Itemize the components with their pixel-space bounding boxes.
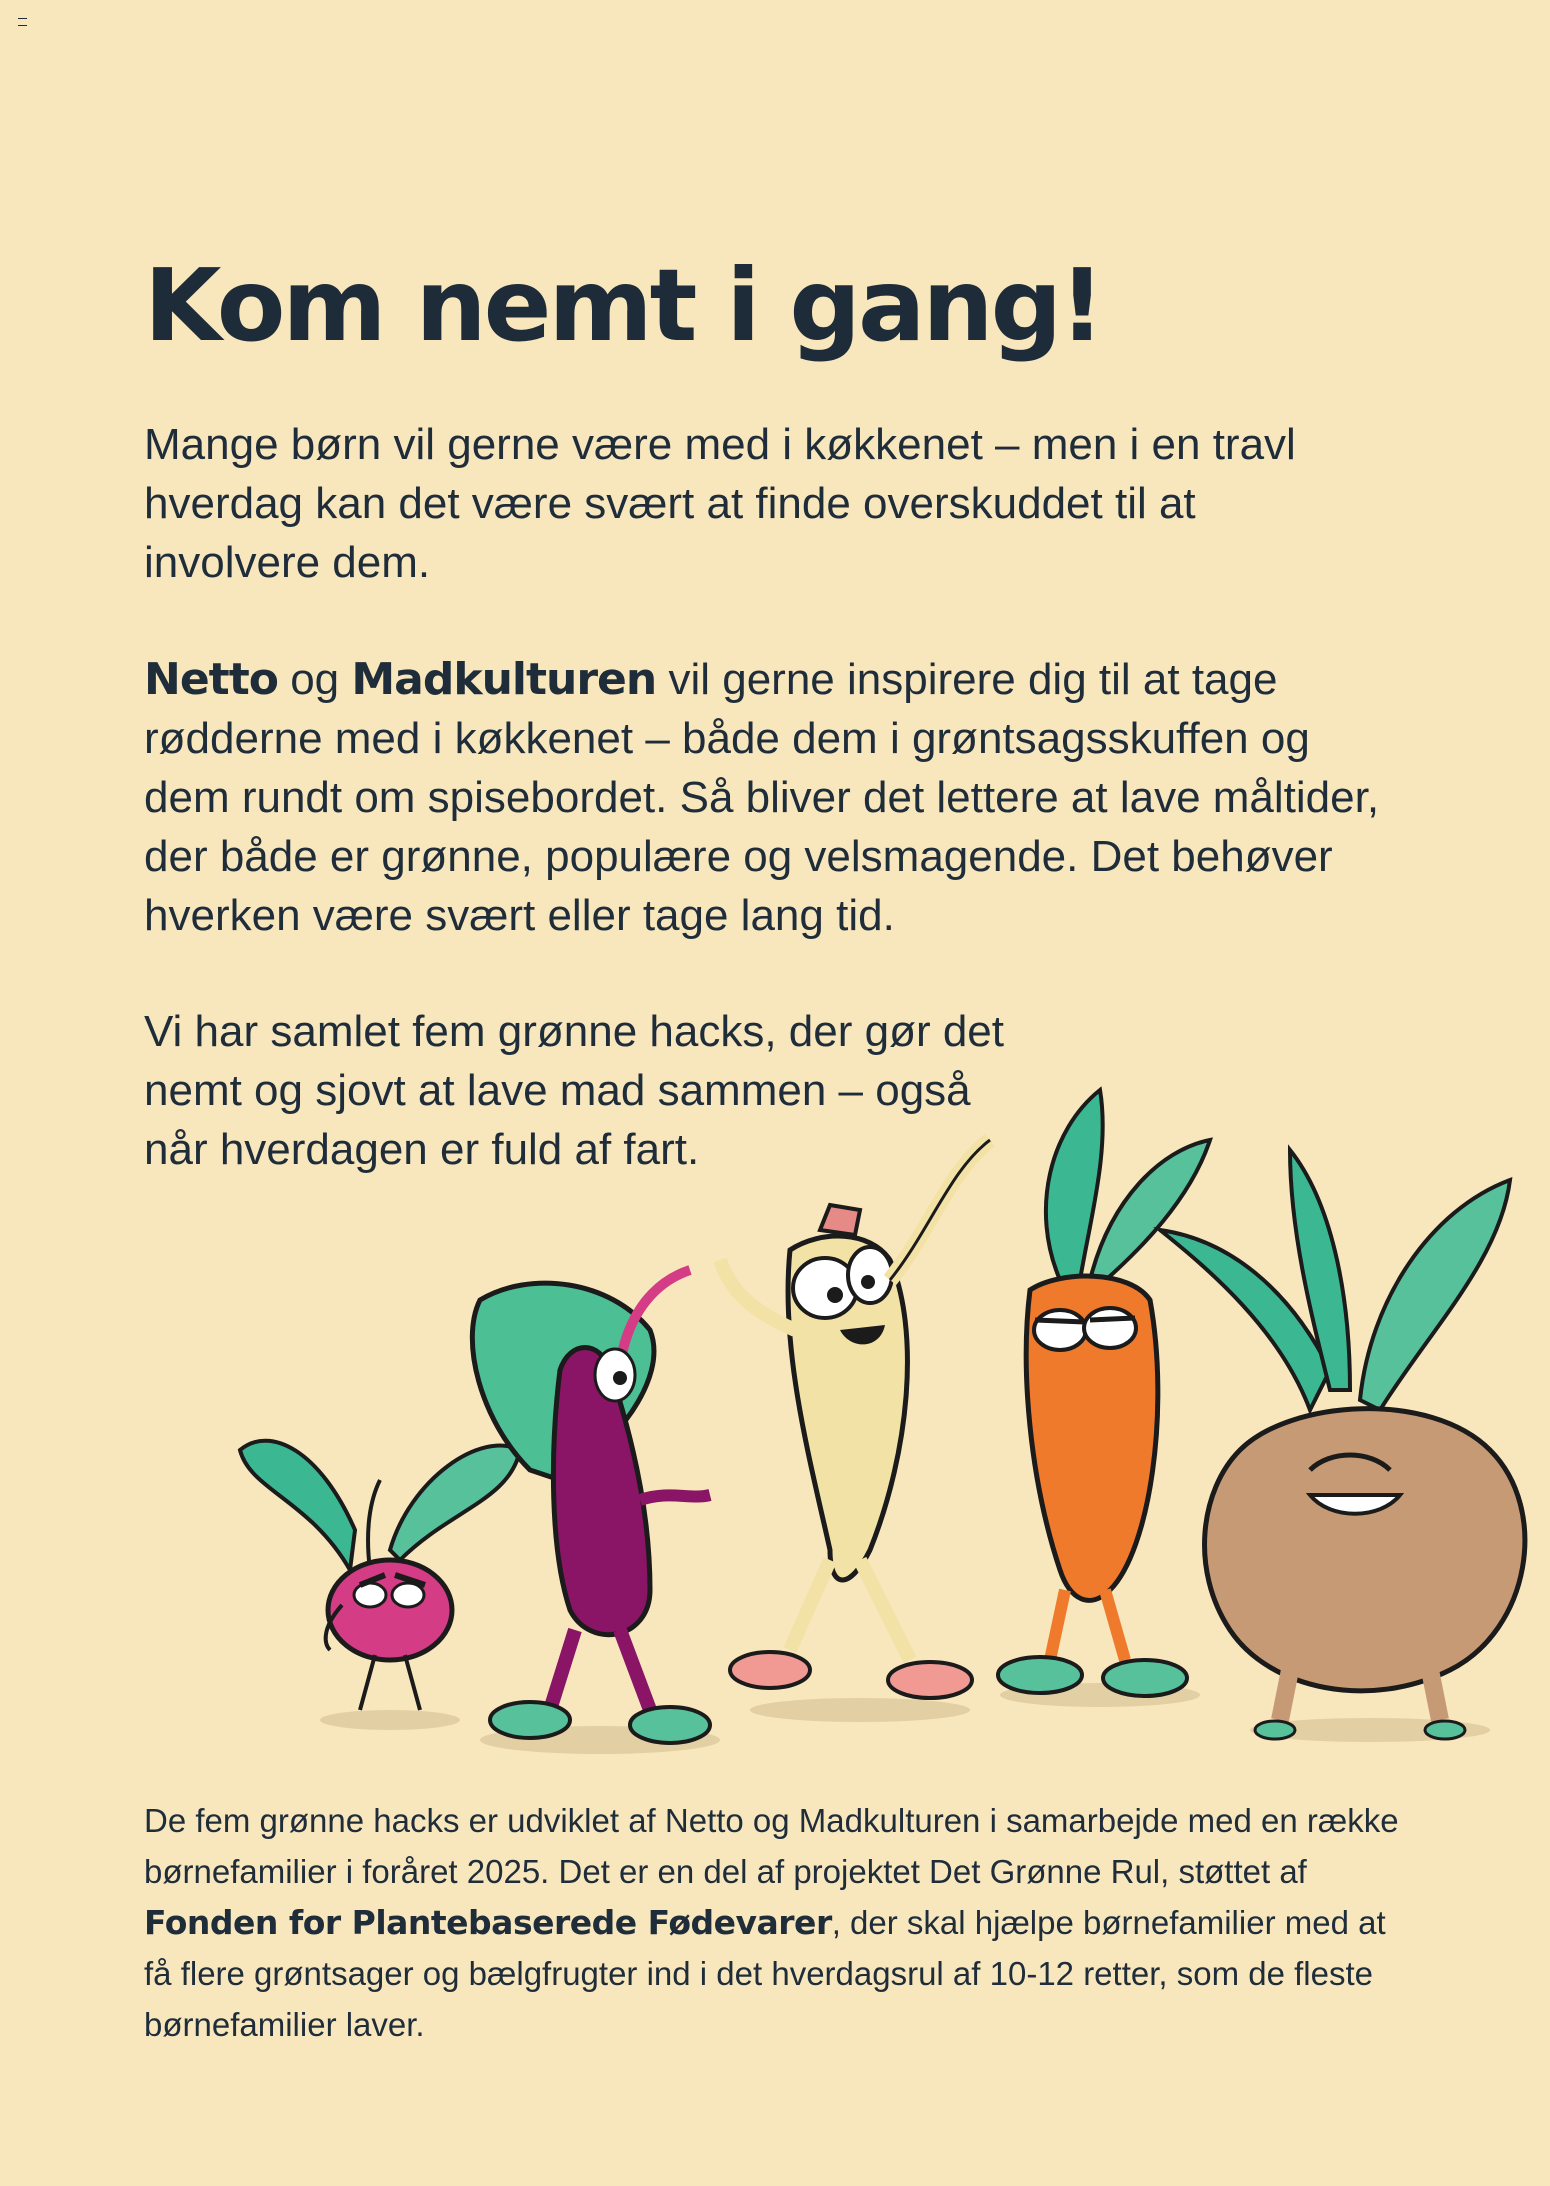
main-content (144, 247, 1404, 1174)
partners-text: vil gerne inspirere dig til at tage rødderne med i køkkenet – både dem i grøntsagsskuffen og dem rundt om spisebordet. Så bliver det lettere at lave måltider, der både er grønne, populære og velsmagende. Det behøver hverken være svært eller tage lang tid. (144, 655, 1380, 940)
intro-paragraph: Mange børn vil gerne være med i køkkenet – men i en travl hverdag kan det være svært at finde overskuddet til at involvere dem. (144, 420, 1296, 587)
beet-character-icon (472, 1270, 710, 1743)
menu-icon (18, 18, 27, 26)
connector-text: og (277, 655, 352, 704)
fund-name: Fonden for Plantebaserede Fødevarer (144, 1903, 832, 1942)
brand-madkulturen: Madkulturen (351, 654, 657, 705)
footer-text-after: , der skal hjælpe børnefamilier med at få flere grøntsager og bælgfrugter ind i det hverdagsrul af 10-12 retter, som de fleste børnefamilier laver. (144, 1904, 1386, 2043)
carrot-character-icon (998, 1090, 1210, 1696)
footer-text-before: De fem grønne hacks er udviklet af Netto og Madkulturen i samarbejde med en række børnefamilier i foråret 2025. Det er en del af projektet Det Grønne Rul, støttet af (144, 1802, 1399, 1890)
page-title: Kom nemt i gang! (144, 247, 1102, 364)
vegetable-characters-illustration (230, 1030, 1550, 1780)
hacks-paragraph: Vi har samlet fem grønne hacks, der gør det nemt og sjovt at lave mad sammen – også når hverdagen er fuld af fart. (144, 1007, 1004, 1174)
parsnip-character-icon (720, 1140, 990, 1698)
brand-netto: Netto (144, 654, 278, 705)
celeriac-character-icon (1160, 1150, 1525, 1739)
radish-character-icon (240, 1441, 520, 1710)
footer-paragraph (144, 1795, 1404, 2050)
partners-paragraph (144, 650, 1404, 945)
